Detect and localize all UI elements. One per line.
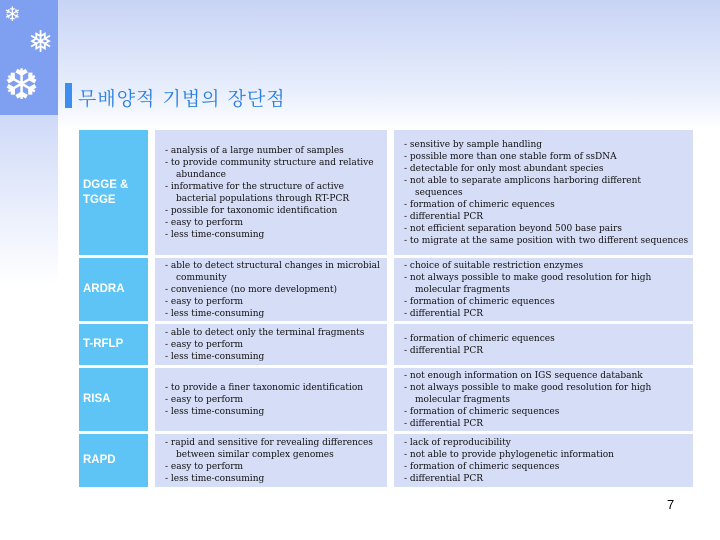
list-item: - choice of suitable restriction enzymes (404, 260, 689, 272)
table-row (79, 324, 693, 365)
table-row (79, 368, 693, 431)
list-item: - to migrate at the same position with two different sequences (404, 235, 689, 247)
list-item: - formation of chimeric equences (404, 199, 689, 211)
slide-title: 무배양적 기법의 장단점 (78, 88, 286, 110)
method-label: ARDRA (79, 258, 148, 321)
list-item: - less time-consuming (165, 308, 383, 320)
list-item: - not efficient separation beyond 500 base pairs (404, 223, 689, 235)
list-item: - less time-consuming (165, 229, 383, 241)
list-item: - easy to perform (165, 217, 383, 229)
list-item: - easy to perform (165, 296, 383, 308)
list-item: - detectable for only most abundant species (404, 163, 689, 175)
list-item: - possible more than one stable form of ssDNA (404, 151, 689, 163)
sidebar-fade (0, 115, 58, 540)
list-item: - not always possible to make good resolution for high molecular fragments (404, 272, 689, 296)
list-item: - differential PCR (404, 211, 689, 223)
advantages-cell (155, 324, 387, 365)
list-item: - not able to separate amplicons harboring different sequences (404, 175, 689, 199)
disadvantages-cell (394, 368, 693, 431)
list-item: - less time-consuming (165, 473, 383, 485)
snowflake-icon: ❅ (28, 25, 54, 60)
table-row (79, 258, 693, 321)
list-item: - able to detect only the terminal fragments (165, 327, 383, 339)
list-item: - formation of chimeric equences (404, 333, 689, 345)
page-number: 7 (667, 497, 675, 512)
list-item: - lack of reproducibility (404, 437, 689, 449)
list-item: - possible for taxonomic identification (165, 205, 383, 217)
advantages-cell (155, 130, 387, 255)
method-label: DGGE & TGGE (79, 130, 148, 255)
list-item: - differential PCR (404, 473, 689, 485)
list-item: - convenience (no more development) (165, 284, 383, 296)
list-item: - not able to provide phylogenetic information (404, 449, 689, 461)
snowflake-icon: ❄ (4, 2, 21, 26)
advantages-cell (155, 258, 387, 321)
list-item: - to provide a finer taxonomic identification (165, 382, 383, 394)
list-item: - less time-consuming (165, 406, 383, 418)
list-item: - to provide community structure and relative abundance (165, 157, 383, 181)
method-label: RAPD (79, 434, 148, 487)
disadvantages-cell (394, 324, 693, 365)
list-item: - not always possible to make good resolution for high molecular fragments (404, 382, 689, 406)
disadvantages-cell (394, 258, 693, 321)
list-item: - easy to perform (165, 394, 383, 406)
advantages-cell (155, 434, 387, 487)
list-item: - differential PCR (404, 345, 689, 357)
table-row (79, 130, 693, 255)
list-item: - formation of chimeric sequences (404, 406, 689, 418)
disadvantages-cell (394, 130, 693, 255)
list-item: - informative for the structure of active bacterial populations through RT-PCR (165, 181, 383, 205)
advantages-cell (155, 368, 387, 431)
disadvantages-cell (394, 434, 693, 487)
list-item: - less time-consuming (165, 351, 383, 363)
list-item: - formation of chimeric sequences (404, 461, 689, 473)
title-accent-bar (65, 83, 72, 108)
list-item: - rapid and sensitive for revealing differences between similar complex genomes (165, 437, 383, 461)
list-item: - easy to perform (165, 461, 383, 473)
method-label: RISA (79, 368, 148, 431)
snowflake-icon: ❆ (4, 60, 40, 109)
list-item: - differential PCR (404, 308, 689, 320)
list-item: - analysis of a large number of samples (165, 145, 383, 157)
table-row (79, 434, 693, 487)
list-item: - able to detect structural changes in microbial community (165, 260, 383, 284)
list-item: - sensitive by sample handling (404, 139, 689, 151)
list-item: - easy to perform (165, 339, 383, 351)
method-label: T-RFLP (79, 324, 148, 365)
list-item: - not enough information on IGS sequence databank (404, 370, 689, 382)
list-item: - differential PCR (404, 418, 689, 430)
comparison-table (79, 130, 693, 490)
list-item: - formation of chimeric equences (404, 296, 689, 308)
